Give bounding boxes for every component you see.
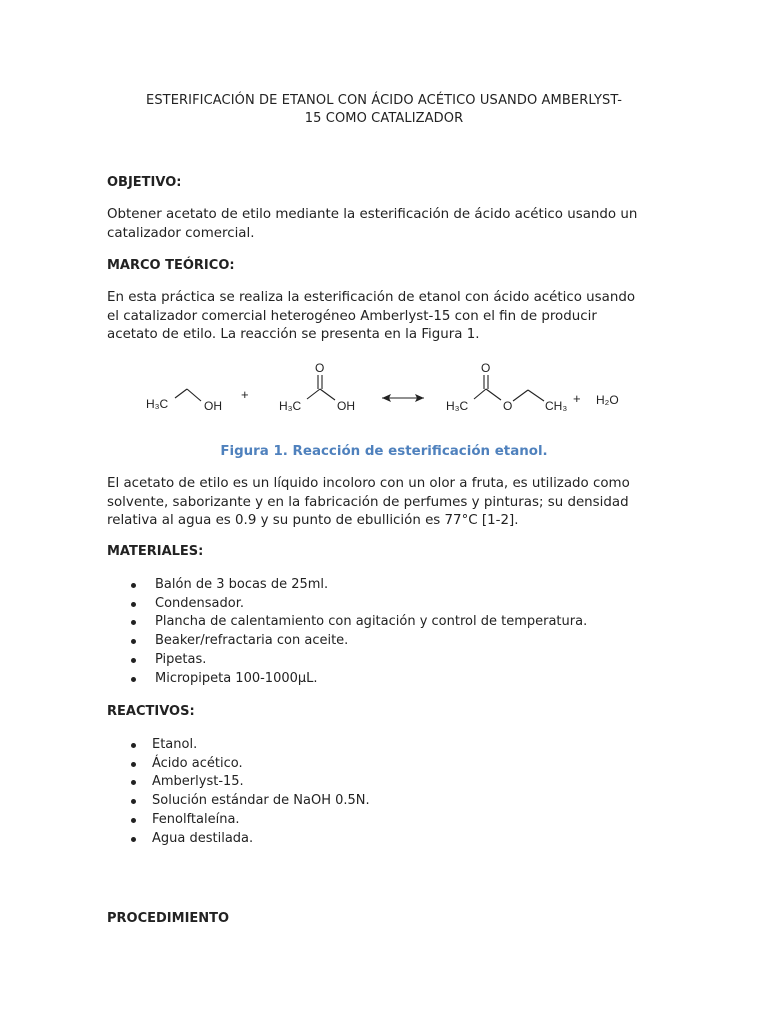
list-item: Etanol. xyxy=(107,736,370,755)
ester-bond-4 xyxy=(528,390,544,401)
ethanol-h3c-label: H₃C xyxy=(146,397,169,411)
reaction-scheme-figure xyxy=(107,0,661,440)
water-label: H₂O xyxy=(596,393,619,407)
list-item: Agua destilada. xyxy=(107,830,370,849)
acid-bond-2 xyxy=(320,389,335,400)
list-item: Micropipeta 100-1000µL. xyxy=(107,670,587,689)
reactivos-heading: REACTIVOS: xyxy=(107,704,195,719)
list-item: Plancha de calentamiento con agitación y control de temperatura. xyxy=(107,613,587,632)
materiales-heading: MATERIALES: xyxy=(107,544,204,559)
list-item: Solución estándar de NaOH 0.5N. xyxy=(107,792,370,811)
title-line-2: 15 COMO CATALIZADOR xyxy=(304,111,464,126)
marco-line-3: acetato de etilo. La reacción se presenta en la Figura 1. xyxy=(107,327,480,343)
list-item: Condensador. xyxy=(107,595,587,614)
plus-sign-2: + xyxy=(573,391,581,406)
ester-bond-3 xyxy=(513,390,528,401)
ester-bond-2 xyxy=(486,389,501,400)
marco-line-2: el catalizador comercial heterogéneo Amberlyst-15 con el fin de producir xyxy=(107,308,597,324)
ethanol-bond-1 xyxy=(175,389,187,398)
ethanol-bond-2 xyxy=(187,389,201,401)
marco-line-1: En esta práctica se realiza la esterificación de etanol con ácido acético usando xyxy=(107,290,636,305)
plus-sign-1: + xyxy=(241,387,249,402)
list-item: Pipetas. xyxy=(107,651,587,670)
acid-bond-1 xyxy=(307,389,320,399)
list-item: Amberlyst-15. xyxy=(107,773,370,792)
ester-bond-1 xyxy=(474,389,486,399)
ester-bridge-o-label: O xyxy=(503,399,513,413)
title-line-1: ESTERIFICACIÓN DE ETANOL CON ÁCIDO ACÉTICO USANDO AMBERLYST- xyxy=(146,93,622,108)
marco-teorico-heading: MARCO TEÓRICO: xyxy=(107,258,235,273)
ester-ch3-label: CH₃ xyxy=(545,399,568,413)
ester-carbonyl-o-label: O xyxy=(481,361,491,375)
acid-oh-label: OH xyxy=(337,399,355,413)
list-item: Fenolftaleína. xyxy=(107,811,370,830)
list-item: Balón de 3 bocas de 25ml. xyxy=(107,576,587,595)
procedimiento-heading: PROCEDIMIENTO xyxy=(107,911,230,926)
figure-caption: Figura 1. Reacción de esterificación etanol. xyxy=(220,444,548,459)
acid-carbonyl-o-label: O xyxy=(315,361,325,375)
materiales-list xyxy=(107,576,587,688)
ester-h3c-label: H₃C xyxy=(446,399,469,413)
objetivo-heading: OBJETIVO: xyxy=(107,175,182,190)
list-item: Ácido acético. xyxy=(107,755,370,774)
descripcion-line-3: relativa al agua es 0.9 y su punto de ebullición es 77°C [1-2]. xyxy=(107,513,519,529)
list-item: Beaker/refractaria con aceite. xyxy=(107,632,587,651)
descripcion-line-2: solvente, saborizante y en la fabricación de perfumes y pinturas; su densidad xyxy=(107,494,629,510)
descripcion-paragraph xyxy=(107,475,661,531)
ethanol-oh-label: OH xyxy=(204,399,222,413)
acid-h3c-label: H₃C xyxy=(279,399,302,413)
descripcion-line-1: El acetato de etilo es un líquido incoloro con un olor a fruta, es utilizado como xyxy=(107,476,630,491)
reactivos-list xyxy=(107,736,370,848)
objetivo-line-2: catalizador comercial. xyxy=(107,225,255,241)
objetivo-line-1: Obtener acetato de etilo mediante la esterificación de ácido acético usando un xyxy=(107,207,638,222)
